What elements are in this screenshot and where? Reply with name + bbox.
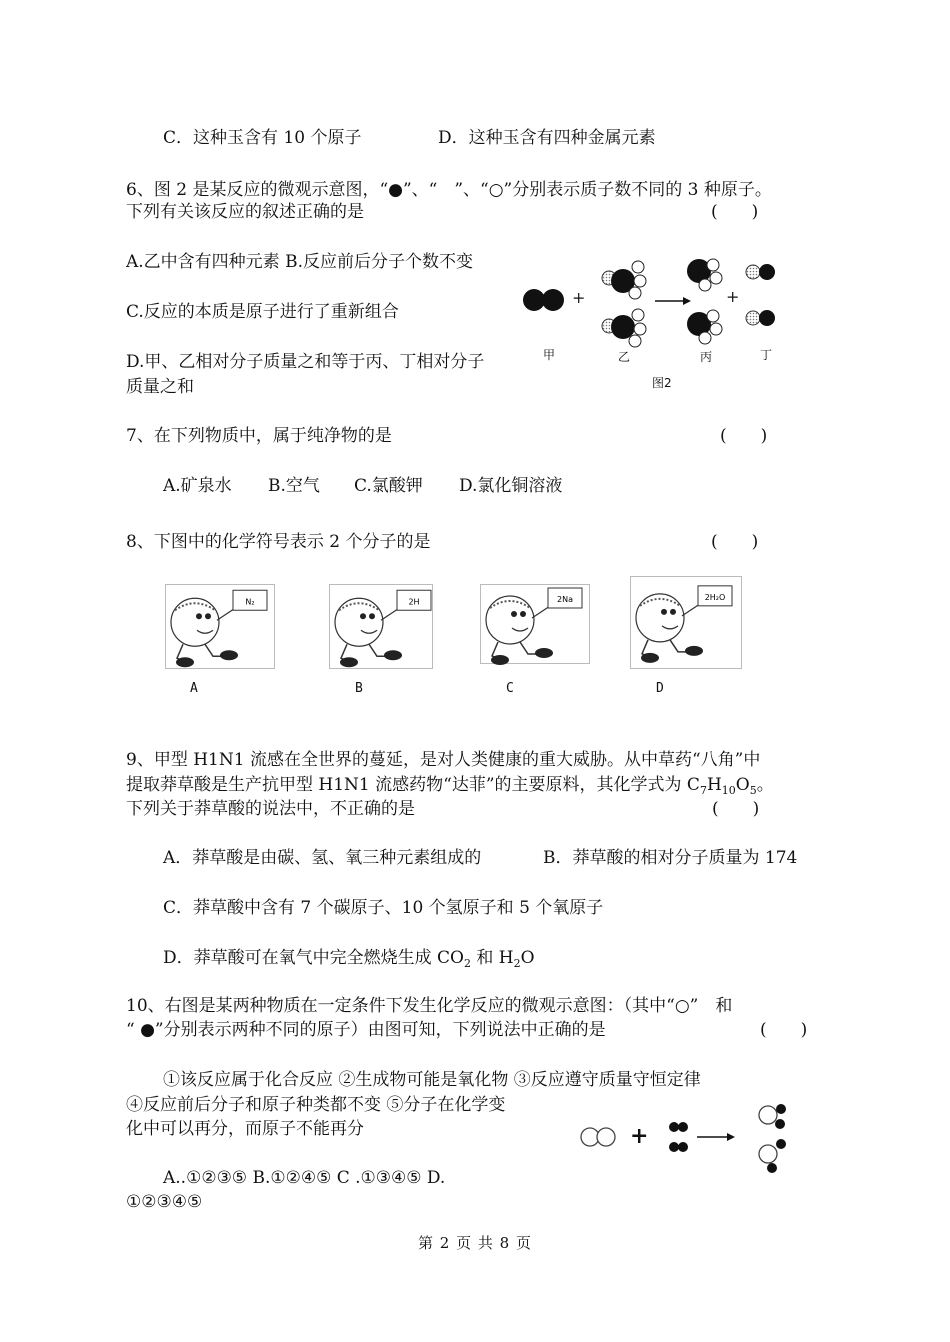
q8-stem: 8、下图中的化学符号表示 2 个分子的是 bbox=[126, 532, 431, 552]
q9-option-b: B．莽草酸的相对分子质量为 174 bbox=[543, 848, 798, 868]
q9-option-d-end: O bbox=[520, 948, 535, 968]
q8-label-a: A bbox=[190, 681, 198, 696]
label-yi: 乙 bbox=[618, 350, 631, 364]
q10-options-line2: ①②③④⑤ bbox=[126, 1192, 203, 1212]
q9-formula-o: O bbox=[735, 775, 750, 795]
q6-option-ab: A.乙中含有四种元素 B.反应前后分子个数不变 bbox=[126, 252, 473, 272]
q8-cartoon-c bbox=[480, 584, 590, 664]
q9-option-a: A．莽草酸是由碳、氢、氧三种元素组成的 bbox=[163, 848, 482, 868]
q7-option-a: A.矿泉水 bbox=[163, 476, 232, 496]
molecule-ding-2 bbox=[746, 310, 775, 326]
q6-stem-line1: 6、图 2 是某反应的微观示意图，“●”、“ ”、“○”分别表示质子数不同的 3 种原子。 bbox=[126, 180, 772, 200]
q7-stem: 7、在下列物质中，属于纯净物的是 bbox=[126, 426, 392, 446]
q9-formula-h: H bbox=[706, 775, 722, 795]
q8-cartoon-a bbox=[165, 584, 275, 669]
q5-option-d: D．这种玉含有四种金属元素 bbox=[438, 128, 656, 148]
q8-sign-text-d: 2H₂O bbox=[704, 592, 726, 602]
q10-reaction-diagram bbox=[575, 1098, 805, 1178]
q9-option-d bbox=[163, 946, 535, 976]
q8-sign-text-c: 2Na bbox=[557, 595, 573, 604]
q8-sign-text-a: N₂ bbox=[245, 597, 255, 607]
molecule-yi-1 bbox=[602, 261, 646, 299]
q9-stem-line3: 下列关于莽草酸的说法中，不正确的是 bbox=[126, 799, 415, 819]
q6-option-d-line1: D.甲、乙相对分子质量之和等于丙、丁相对分子 bbox=[126, 352, 485, 372]
q10-statements-line2: ④反应前后分子和原子种类都不变 ⑤分子在化学变 bbox=[126, 1095, 506, 1115]
q9-option-d-mid: 和 H bbox=[470, 948, 514, 968]
q6-answer-paren: ( ) bbox=[711, 202, 759, 222]
q9-co2-sub: 2 bbox=[463, 957, 471, 970]
q6-option-d-line2: 质量之和 bbox=[126, 377, 194, 397]
page-footer: 第 2 页 共 8 页 bbox=[418, 1234, 532, 1252]
q8-label-c: C bbox=[506, 681, 514, 696]
label-ding: 丁 bbox=[760, 348, 773, 362]
q9-formula-end: 。 bbox=[756, 775, 774, 795]
q6-stem-line2: 下列有关该反应的叙述正确的是 bbox=[126, 202, 364, 222]
q9-stem-line1: 9、甲型 H1N1 流感在全世界的蔓延，是对人类健康的重大威胁。从中草药“八角”中 bbox=[126, 750, 761, 770]
q6-option-c: C.反应的本质是原子进行了重新组合 bbox=[126, 302, 399, 322]
q9-answer-paren: ( ) bbox=[712, 799, 760, 819]
plus-sign-1: + bbox=[572, 288, 586, 307]
q7-option-d: D.氯化铜溶液 bbox=[459, 476, 563, 496]
molecule-bing-1 bbox=[687, 259, 722, 291]
molecule-bing-2 bbox=[687, 310, 722, 344]
molecule-jia bbox=[523, 289, 564, 311]
plus-sign-2: + bbox=[726, 287, 740, 306]
q9-option-d-text: D．莽草酸可在氧气中完全燃烧生成 CO bbox=[163, 948, 464, 968]
q8-answer-paren: ( ) bbox=[711, 532, 759, 552]
q10-answer-paren: ( ) bbox=[760, 1020, 808, 1040]
q7-option-c: C.氯酸钾 bbox=[354, 476, 423, 496]
q9-formula-c-count: 7 bbox=[699, 784, 707, 797]
q10-statements-line3: 化中可以再分，而原子不能再分 bbox=[126, 1119, 364, 1139]
q8-sign-text-b: 2H bbox=[408, 597, 420, 607]
q7-answer-paren: ( ) bbox=[720, 426, 768, 446]
label-bing: 丙 bbox=[700, 350, 713, 364]
figure-caption: 图2 bbox=[652, 376, 672, 390]
q9-option-c: C．莽草酸中含有 7 个碳原子、10 个氢原子和 5 个氧原子 bbox=[163, 898, 604, 918]
q9-formula-o-count: 5 bbox=[749, 784, 757, 797]
q10-stem-line1: 10、右图是某两种物质在一定条件下发生化学反应的微观示意图：（其中“○” 和 bbox=[126, 996, 733, 1016]
q10-plus-sign: + bbox=[630, 1123, 649, 1149]
q10-options-line1: A..①②③⑤ B.①②④⑤ C .①③④⑤ D. bbox=[163, 1168, 446, 1188]
q10-stem-line2: “ ●”分别表示两种不同的原子）由图可知，下列说法中正确的是 bbox=[126, 1020, 606, 1040]
label-jia: 甲 bbox=[543, 348, 556, 362]
q7-option-b: B.空气 bbox=[268, 476, 320, 496]
q8-cartoon-b bbox=[329, 584, 433, 669]
q9-formula-h-count: 10 bbox=[721, 784, 736, 797]
q9-stem-text: 提取莽草酸是生产抗甲型 H1N1 流感药物“达菲”的主要原料，其化学式为 C bbox=[126, 775, 700, 795]
q10-statements-line1: ①该反应属于化合反应 ②生成物可能是氧化物 ③反应遵守质量守恒定律 bbox=[163, 1070, 701, 1090]
q5-option-c: C．这种玉含有 10 个原子 bbox=[163, 128, 362, 148]
molecule-yi-2 bbox=[602, 309, 646, 347]
q8-label-b: B bbox=[355, 681, 363, 696]
q8-cartoon-d bbox=[630, 576, 742, 669]
q9-h2o-sub: 2 bbox=[513, 957, 521, 970]
q8-label-d: D bbox=[656, 681, 664, 696]
molecule-ding-1 bbox=[746, 264, 775, 280]
